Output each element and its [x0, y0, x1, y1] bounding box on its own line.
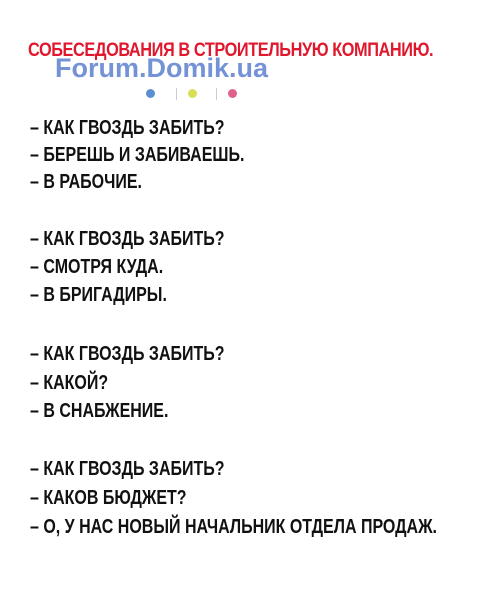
dialogue-line: – КАКОЙ? — [30, 372, 109, 394]
dialogue-line: – СМОТРЯ КУДА. — [30, 256, 164, 278]
dialogue-line: – КАК ГВОЗДЬ ЗАБИТЬ? — [30, 458, 225, 480]
dialogue-line: – В СНАБЖЕНИЕ. — [30, 400, 169, 422]
watermark-text: Forum.Domik.ua — [55, 53, 269, 83]
dialogue-line: – В БРИГАДИРЫ. — [30, 284, 167, 306]
dialogue-line: – О, У НАС НОВЫЙ НАЧАЛЬНИК ОТДЕЛА ПРОДАЖ. — [30, 516, 437, 538]
dialogue-list — [30, 0, 490, 604]
dialogue-line: – КАКОВ БЮДЖЕТ? — [30, 487, 187, 509]
dialogue-line: – В РАБОЧИЕ. — [30, 171, 142, 193]
dialogue-line: – КАК ГВОЗДЬ ЗАБИТЬ? — [30, 228, 225, 250]
dialogue-line: – КАК ГВОЗДЬ ЗАБИТЬ? — [30, 117, 225, 139]
dialogue-line: – КАК ГВОЗДЬ ЗАБИТЬ? — [30, 343, 225, 365]
headline: СОБЕСЕДОВАНИЯ В СТРОИТЕЛЬНУЮ КОМПАНИЮ. — [28, 40, 434, 61]
dialogue-line: – БЕРЕШЬ И ЗАБИВАЕШЬ. — [30, 144, 245, 166]
